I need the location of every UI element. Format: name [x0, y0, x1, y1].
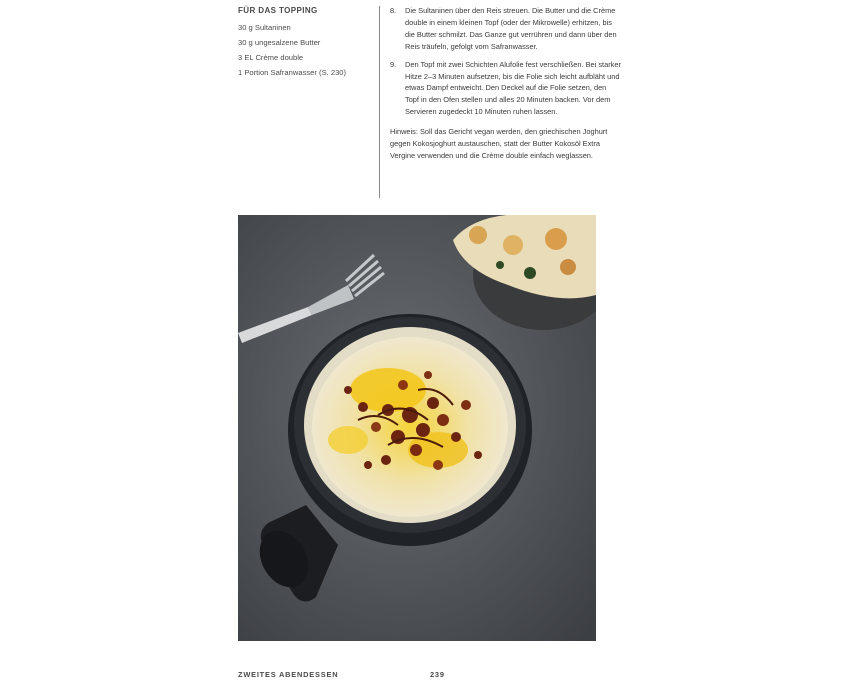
page-number: 239	[430, 670, 445, 679]
column-divider	[379, 6, 380, 198]
footer-section-title: ZWEITES ABENDESSEN	[238, 670, 339, 679]
step-number: 8.	[390, 6, 397, 15]
step-text: Die Sultaninen über den Reis streuen. Die Butter und die Crème double in einem kleinen Topf (oder der Mikrowelle) erhitzen, bis die Butter schmilzt. Das Ganze gut verrühren und dann über den Reis träufeln, gefolgt vom Safranwasser.	[405, 6, 617, 51]
ingredient-item: 30 g Sultaninen	[238, 23, 291, 32]
dish-photo	[238, 215, 596, 641]
ingredient-item: 30 g ungesalzene Butter	[238, 38, 321, 47]
step-number: 9.	[390, 59, 397, 69]
topping-ingredients	[238, 6, 378, 80]
ingredient-item: 1 Portion Safranwasser (S. 230)	[238, 68, 347, 77]
vegan-note: Hinweis: Soll das Gericht vegan werden, den griechischen Joghurt gegen Kokosjoghurt austauschen, statt der Butter Kokosöl Extra Vergine verwenden und die Crème double einfach weglassen.	[390, 127, 608, 160]
ingredient-list	[238, 20, 378, 80]
step-text: Den Topf mit zwei Schichten Alufolie fest verschließen. Bei starker Hitze 2–3 Minuten aufsetzen, bis die Folie sich leicht aufbläht und etwas Dampf entweicht. Den Deckel auf die Folie setzen, den Topf in den Ofen stellen und alles 20 Minuten backen. Vor dem Servieren zugedeckt 10 Minuten ruhen lassen.	[405, 59, 621, 117]
topping-heading: FÜR DAS TOPPING	[238, 6, 318, 15]
step-9	[390, 59, 622, 119]
instructions	[390, 5, 622, 162]
ingredient-item: 3 EL Crème double	[238, 53, 304, 62]
step-8	[390, 5, 622, 53]
